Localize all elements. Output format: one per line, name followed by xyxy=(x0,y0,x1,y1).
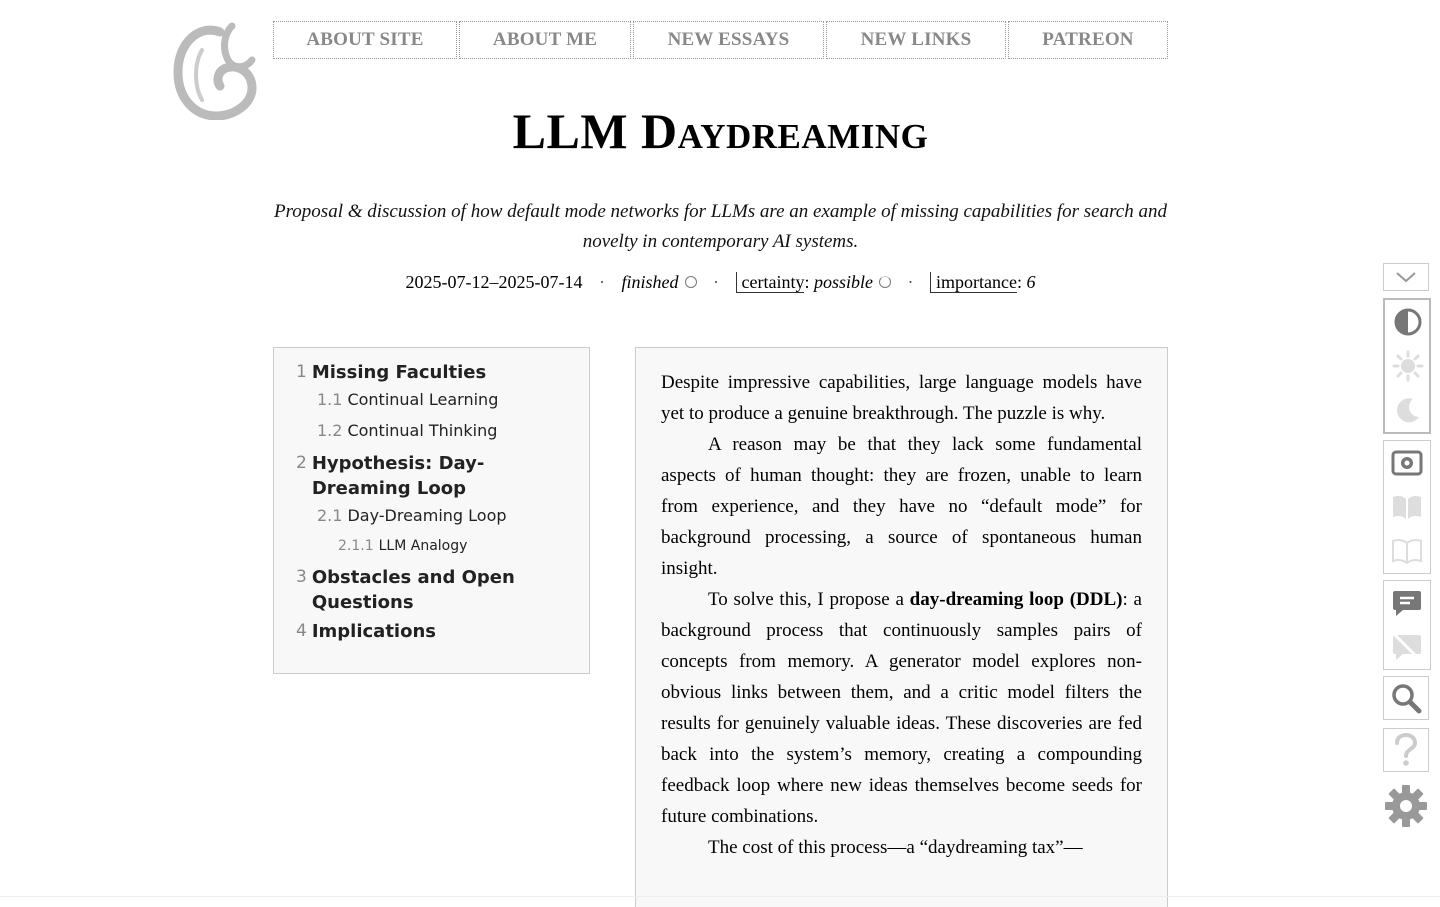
toc-item[interactable] xyxy=(296,360,569,385)
comment-off-icon xyxy=(1391,632,1423,662)
toc-label: Continual Thinking xyxy=(347,421,498,440)
hide-comments-button[interactable] xyxy=(1384,625,1430,669)
theme-switcher xyxy=(1383,298,1431,434)
toc-label: Implications xyxy=(311,621,436,642)
toc-item[interactable] xyxy=(317,389,569,411)
auto-mode-button[interactable] xyxy=(1385,300,1431,344)
certainty-link[interactable]: certainty xyxy=(736,272,805,293)
toc-label: Obstacles and Open Questions xyxy=(311,567,515,613)
status-circle-icon xyxy=(685,276,697,288)
toc-number: 1.1 xyxy=(317,390,343,409)
page-description: Proposal & discussion of how default mode networks for LLMs are an example of missing capabilities for search and novelty in contemporary AI systems. xyxy=(274,201,1167,252)
divider xyxy=(0,896,1440,897)
help-icon xyxy=(1393,733,1419,767)
toc-item[interactable] xyxy=(317,420,569,442)
toc-number: 2.1 xyxy=(317,506,343,525)
toc-number: 1 xyxy=(296,362,307,382)
comment-icon xyxy=(1391,588,1423,618)
light-mode-button[interactable] xyxy=(1385,344,1431,388)
chevron-down-icon xyxy=(1395,270,1417,284)
search-icon xyxy=(1390,682,1422,714)
collapse-toolbar-button[interactable] xyxy=(1383,263,1429,291)
book-icon xyxy=(1391,493,1423,521)
toc-label: Continual Learning xyxy=(347,390,499,409)
abstract-box xyxy=(635,347,1168,907)
paragraph xyxy=(661,584,1142,832)
help-button[interactable] xyxy=(1383,728,1429,772)
paragraph-text: : a background process that continuously samples pairs of concepts from memory. A generator model explores non-obvious links between them, and a critic model filters the results for genuinely valuable ideas. These discoveries are fed back into the system’s memory, creating a compounding feedback loop where new ideas themselves become seeds for future combinations. xyxy=(661,589,1142,827)
importance-value: 6 xyxy=(1026,272,1036,292)
moon-icon xyxy=(1393,395,1423,425)
certainty-value: possible xyxy=(813,272,873,292)
nav-about-site[interactable]: ABOUT SITE xyxy=(273,21,457,59)
toc-item[interactable] xyxy=(296,451,569,501)
toc-item[interactable] xyxy=(338,536,569,556)
separator: · xyxy=(599,272,605,292)
toc-item[interactable] xyxy=(296,619,569,644)
nav-patreon[interactable]: PATREON xyxy=(1008,21,1168,59)
nav-new-links[interactable]: NEW LINKS xyxy=(826,21,1006,59)
site-logo[interactable] xyxy=(172,20,258,120)
gear-icon xyxy=(1383,783,1429,829)
toc-number: 1.2 xyxy=(317,421,343,440)
nav-about-me[interactable]: ABOUT ME xyxy=(459,21,631,59)
toc-number: 4 xyxy=(296,621,307,641)
open-book-icon xyxy=(1391,537,1423,565)
reader-settings-icon xyxy=(1391,448,1423,478)
page-toolbar xyxy=(1383,263,1431,832)
top-nav xyxy=(273,21,1168,59)
comments-switcher xyxy=(1383,580,1431,670)
separator: · xyxy=(907,272,914,292)
search-button[interactable] xyxy=(1383,676,1429,720)
paragraph: The cost of this process—a “daydreaming tax”— xyxy=(708,837,1083,858)
toc-number: 2.1.1 xyxy=(338,538,374,554)
reader-settings-button[interactable] xyxy=(1384,441,1430,485)
toc-label: Day-Dreaming Loop xyxy=(347,506,507,525)
reader-mode-switcher xyxy=(1383,440,1431,574)
nav-new-essays[interactable]: NEW ESSAYS xyxy=(633,21,824,59)
contrast-icon xyxy=(1393,307,1423,337)
reader-mode-on-button[interactable] xyxy=(1384,485,1430,529)
separator: · xyxy=(713,272,719,292)
toc-item[interactable] xyxy=(296,565,569,615)
toc-number: 3 xyxy=(296,567,307,587)
page-status[interactable]: finished xyxy=(621,272,679,292)
toc-number: 2 xyxy=(296,453,307,473)
paragraph: Despite impressive capabilities, large language models have yet to produce a genuine breakthrough. The puzzle is why. xyxy=(661,372,1142,424)
toc-label: Hypothesis: Day-Dreaming Loop xyxy=(311,453,485,499)
show-comments-button[interactable] xyxy=(1384,581,1430,625)
importance-link[interactable]: importance xyxy=(930,272,1017,293)
paragraph-text: To solve this, I propose a xyxy=(708,589,910,610)
page-date: 2025-07-12–2025-07-14 xyxy=(405,272,583,292)
page-title: LLM Daydreaming xyxy=(512,103,929,159)
page-metadata: 2025-07-12–2025-07-14 · finished · certainty: possible · importance: 6 xyxy=(405,272,1036,292)
toc-label: LLM Analogy xyxy=(378,538,468,554)
ddl-term: day-dreaming loop (DDL) xyxy=(909,589,1123,610)
sun-icon xyxy=(1392,350,1424,382)
reader-mode-off-button[interactable] xyxy=(1384,529,1430,573)
dark-mode-button[interactable] xyxy=(1385,388,1431,432)
settings-button[interactable] xyxy=(1383,780,1429,832)
paragraph: A reason may be that they lack some fundamental aspects of human thought: they are frozen, unable to learn from experience, and they have no “default mode” for background processing, a source of spontaneous human insight. xyxy=(661,434,1142,579)
toc-item[interactable] xyxy=(317,505,569,527)
table-of-contents xyxy=(273,347,590,674)
certainty-circle-icon xyxy=(879,276,891,288)
toc-label: Missing Faculties xyxy=(311,362,487,383)
